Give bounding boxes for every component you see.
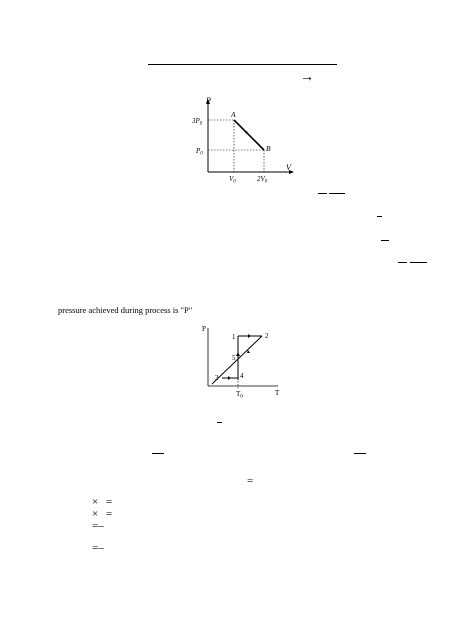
process-pressure-text: pressure achieved during process is "P"	[58, 305, 193, 315]
eq-dash-5	[217, 422, 222, 423]
pt-label-2: 2	[265, 332, 269, 340]
pv-point-b: B	[266, 144, 271, 153]
pt-tick-t0: $T_0$	[236, 390, 243, 400]
pv-point-a: A	[231, 110, 236, 119]
eq-dash-1a	[318, 193, 327, 194]
equals-sign-3: =	[106, 508, 113, 520]
pt-arrow-34-icon	[228, 376, 231, 380]
pt-axis-y-label: P	[202, 325, 206, 333]
pv-tick-v0: $V_0$	[229, 175, 236, 185]
pv-axis-x-label: V	[286, 163, 291, 172]
pt-graph	[198, 322, 288, 400]
pt-arrow-41-icon	[236, 352, 240, 356]
eq-dash-3	[381, 240, 389, 241]
pv-tick-p0: $P_0$	[196, 147, 203, 157]
pt-label-3: 3	[215, 374, 219, 382]
pt-label-5: 5	[232, 354, 236, 362]
pt-axis-x-label: T	[275, 389, 280, 397]
header-rule	[148, 64, 337, 65]
pv-axis-y-label: P	[206, 96, 211, 105]
eq-dash-1b	[329, 193, 345, 194]
pt-label-1: 1	[232, 333, 236, 341]
equals-sign-2: =	[106, 496, 113, 508]
equals-sign-1: =	[247, 475, 254, 487]
pv-process-line	[234, 120, 264, 150]
eq-dash-4b	[410, 262, 427, 263]
eq-dash-6	[152, 453, 164, 454]
right-arrow-icon: →	[300, 70, 314, 85]
pv-tick-2v0: $2V_0$	[257, 175, 268, 185]
eq-dash-4a	[398, 262, 407, 263]
pv-tick-3p0: $3P_0$	[192, 117, 203, 127]
eq-dash-2	[377, 216, 382, 217]
eq-dash-7	[354, 453, 366, 454]
times-sign-1: ×	[92, 496, 99, 508]
pt-path-3-2	[212, 336, 262, 384]
pv-graph	[190, 95, 300, 185]
pt-label-4: 4	[240, 372, 244, 380]
pt-arrow-12-icon	[248, 334, 251, 338]
times-sign-2: ×	[92, 508, 99, 520]
equals-minus-1: =–	[92, 520, 104, 532]
equals-minus-2: =–	[92, 542, 104, 554]
